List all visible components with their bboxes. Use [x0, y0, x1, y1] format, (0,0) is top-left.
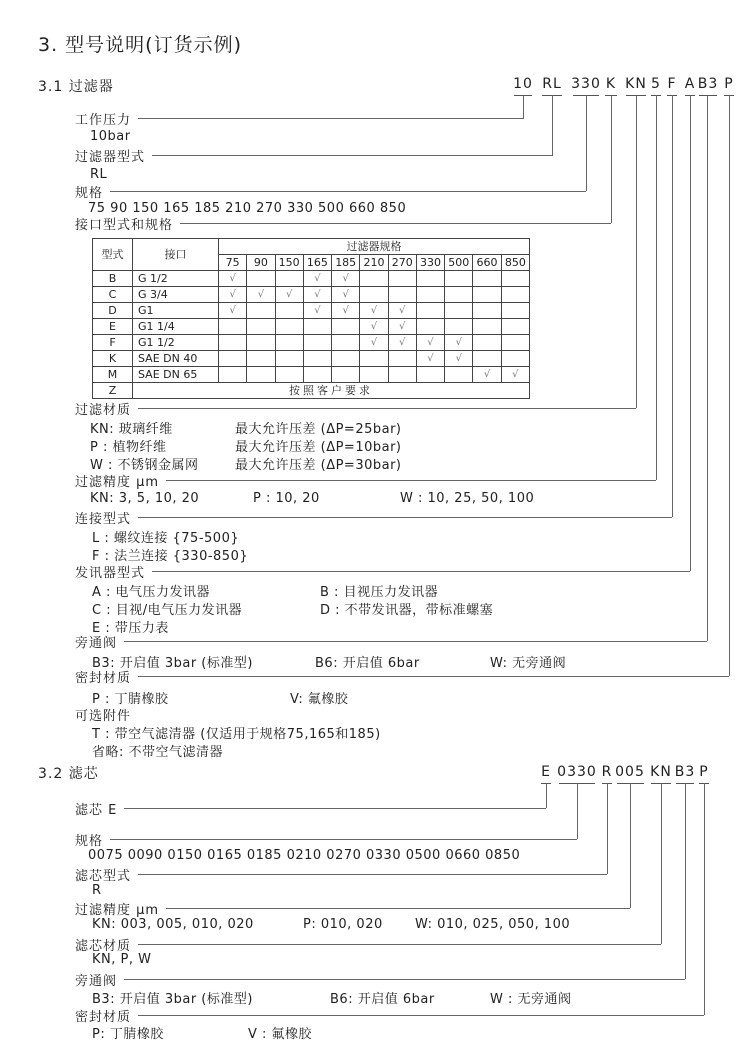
code-connector-vline [552, 95, 553, 155]
media-option-kn: KN: 玻璃纤维 [90, 422, 173, 437]
code-connector-vline [672, 95, 673, 517]
check-cell [360, 367, 388, 383]
connector-row [75, 183, 586, 200]
check-cell [501, 271, 529, 287]
check-cell [388, 271, 416, 287]
model-code-segment: A [684, 76, 696, 92]
check-cell [416, 287, 444, 303]
check-cell [473, 287, 501, 303]
connector-row [75, 866, 607, 883]
bypass-option-b3: B3: 开启值 3bar (标准型) [92, 656, 253, 671]
element-size-options: 0075 0090 0150 0165 0185 0210 0270 0330 0500 0660 0850 [88, 848, 521, 863]
table-header-row [93, 239, 530, 255]
check-cell [275, 367, 303, 383]
connector-label: 滤芯材质 [75, 939, 132, 954]
connector-label: 工作压力 [75, 113, 132, 128]
table-row [93, 287, 530, 303]
leader-line [124, 808, 546, 809]
model-code-segment: KN [650, 764, 672, 780]
check-cell [332, 319, 360, 335]
leader-line [138, 874, 607, 875]
check-cell [445, 303, 473, 319]
element-bypass-b3: B3: 开启值 3bar (标准型) [92, 992, 253, 1007]
connector-label: 旁通阀 [75, 974, 118, 989]
model-code-segment: R [601, 764, 613, 780]
spec-col-header: 185 [332, 255, 360, 271]
spec-col-header: 270 [388, 255, 416, 271]
code-connector-vline [685, 783, 686, 979]
rating-option-w: W : 10, 25, 50, 100 [400, 491, 535, 506]
connector-row [75, 563, 690, 580]
check-cell [416, 303, 444, 319]
port-cell: G1 1/4 [133, 319, 219, 335]
spec-col-header: 165 [303, 255, 331, 271]
media-option-w-dp: 最大允许压差 (ΔP=30bar) [235, 458, 402, 473]
check-cell: √ [332, 303, 360, 319]
accessory-option-t: T : 带空气滤清器 (仅适用于规格75,165和185) [92, 727, 381, 742]
model-code-segment: B3 [674, 764, 696, 780]
check-cell: √ [416, 335, 444, 351]
leader-line [124, 641, 707, 642]
connector-label: 规格 [75, 834, 104, 849]
check-cell [445, 319, 473, 335]
connector-label: 旁通阀 [75, 636, 118, 651]
check-cell [275, 271, 303, 287]
port-cell: G1 1/2 [133, 335, 219, 351]
element-seal-v: V : 氟橡胶 [248, 1027, 313, 1042]
connector-label: 可选附件 [75, 709, 132, 724]
check-cell [303, 367, 331, 383]
check-cell: √ [303, 271, 331, 287]
type-cell: C [93, 287, 133, 303]
check-cell [445, 271, 473, 287]
check-cell [388, 287, 416, 303]
code-connector-vline [577, 783, 578, 839]
media-option-p-dp: 最大允许压差 (ΔP=10bar) [235, 440, 402, 455]
check-cell [219, 319, 247, 335]
leader-line [138, 408, 636, 409]
model-code-segment: B3 [697, 76, 719, 92]
port-table-body [93, 271, 530, 399]
spec-col-header: 330 [416, 255, 444, 271]
col-header-specs: 过滤器规格 [219, 239, 530, 255]
indicator-option-b: B : 目视压力发讯器 [320, 585, 439, 600]
connector-row [75, 400, 636, 417]
connector-label: 密封材质 [75, 1010, 132, 1025]
connector-label: 过滤材质 [75, 403, 132, 418]
media-option-p: P : 植物纤维 [90, 440, 167, 455]
connector-row [75, 215, 611, 232]
type-cell: E [93, 319, 133, 335]
type-cell: D [93, 303, 133, 319]
check-cell [416, 367, 444, 383]
check-cell [303, 335, 331, 351]
connector-row [75, 971, 685, 988]
connector-row [75, 147, 553, 164]
element-bypass-b6: B6: 开启值 6bar [330, 992, 435, 1007]
size-options: 75 90 150 165 185 210 270 330 500 660 850 [88, 201, 407, 216]
spec-col-header: 850 [501, 255, 529, 271]
code-connector-vline [729, 95, 730, 676]
check-cell: √ [473, 367, 501, 383]
connector-label: 发讯器型式 [75, 566, 146, 581]
leader-line [152, 571, 690, 572]
port-cell: G 1/2 [133, 271, 219, 287]
check-cell [219, 367, 247, 383]
check-cell: √ [332, 271, 360, 287]
element-rating-kn: KN: 003, 005, 010, 020 [92, 917, 254, 932]
check-cell [247, 319, 275, 335]
code-connector-vline [630, 783, 631, 908]
check-cell: √ [445, 351, 473, 367]
connector-row [75, 706, 131, 723]
check-cell: √ [303, 287, 331, 303]
indicator-option-d: D : 不带发讯器，带标准螺塞 [320, 603, 494, 618]
indicator-option-e: E : 带压力表 [92, 621, 169, 636]
connector-label: 密封材质 [75, 671, 132, 686]
leader-line [138, 676, 729, 677]
leader-line [152, 155, 553, 156]
check-cell: √ [303, 303, 331, 319]
type-cell: Z [93, 383, 133, 399]
model-code-segment: P [724, 76, 734, 92]
bypass-option-w: W: 无旁通阀 [490, 656, 567, 671]
check-cell [445, 287, 473, 303]
connector-label: 滤芯 E [75, 803, 118, 818]
connection-option-f: F : 法兰连接 {330-850} [92, 549, 249, 564]
check-cell [360, 351, 388, 367]
connector-row [75, 110, 524, 127]
check-cell [332, 335, 360, 351]
element-rating-w: W: 010, 025, 050, 100 [415, 917, 571, 932]
leader-line [138, 1015, 704, 1016]
code-connector-vline [707, 95, 708, 641]
check-cell: √ [360, 335, 388, 351]
leader-line [180, 223, 611, 224]
connector-label: 规格 [75, 186, 104, 201]
code-connector-vline [611, 95, 612, 223]
check-cell: √ [388, 335, 416, 351]
connector-label: 过滤精度 μm [75, 903, 160, 918]
seal-option-p: P : 丁腈橡胶 [92, 692, 169, 707]
section-1-heading: 3.1 过滤器 [38, 79, 114, 95]
rating-option-kn: KN: 3, 5, 10, 20 [90, 491, 200, 506]
leader-line [110, 191, 586, 192]
model-code-segment: E [541, 764, 551, 780]
port-cell: G 3/4 [133, 287, 219, 303]
code-connector-vline [656, 95, 657, 480]
check-cell [247, 367, 275, 383]
check-cell: √ [388, 303, 416, 319]
section-2-heading: 3.2 滤芯 [38, 766, 99, 782]
connector-row [75, 472, 656, 489]
port-spec-table [92, 238, 530, 399]
check-cell [501, 335, 529, 351]
check-cell [473, 335, 501, 351]
spec-col-header: 75 [219, 255, 247, 271]
table-row [93, 271, 530, 287]
code-connector-vline [636, 95, 637, 408]
check-cell [275, 335, 303, 351]
connector-row [75, 831, 577, 848]
check-cell [247, 335, 275, 351]
connector-row [75, 900, 630, 917]
check-cell [388, 367, 416, 383]
rating-option-p: P : 10, 20 [253, 491, 320, 506]
table-row [93, 351, 530, 367]
spec-col-header: 500 [445, 255, 473, 271]
check-cell [360, 287, 388, 303]
check-cell [275, 351, 303, 367]
model-code-segment: 330 [571, 76, 601, 92]
leader-line [166, 908, 630, 909]
port-cell: SAE DN 65 [133, 367, 219, 383]
bypass-option-b6: B6: 开启值 6bar [315, 656, 420, 671]
check-cell [303, 319, 331, 335]
connector-label: 接口型式和规格 [75, 218, 174, 233]
model-code-segment: 5 [651, 76, 661, 92]
connector-label: 滤芯型式 [75, 869, 132, 884]
check-cell [501, 319, 529, 335]
check-cell: √ [416, 351, 444, 367]
check-cell [501, 287, 529, 303]
table-row [93, 303, 530, 319]
check-cell [501, 351, 529, 367]
custom-requirement-cell: 按照客户要求 [133, 383, 530, 399]
col-header-port: 接口 [133, 239, 219, 271]
model-code-segment: P [699, 764, 709, 780]
check-cell [303, 351, 331, 367]
check-cell: √ [388, 319, 416, 335]
check-cell [219, 351, 247, 367]
spec-col-header: 90 [247, 255, 275, 271]
check-cell: √ [219, 287, 247, 303]
check-cell [473, 303, 501, 319]
connector-label: 连接型式 [75, 512, 132, 527]
check-cell [360, 271, 388, 287]
indicator-option-a: A : 电气压力发讯器 [92, 585, 211, 600]
leader-line [166, 480, 656, 481]
spec-col-header: 210 [360, 255, 388, 271]
leader-line [138, 118, 524, 119]
check-cell [332, 351, 360, 367]
model-code-segment: KN [625, 76, 647, 92]
connector-label: 过滤器型式 [75, 150, 146, 165]
check-cell [416, 271, 444, 287]
check-cell [247, 271, 275, 287]
check-cell [473, 351, 501, 367]
type-cell: F [93, 335, 133, 351]
type-cell: K [93, 351, 133, 367]
code-tick [699, 95, 717, 96]
leader-line [110, 839, 577, 840]
table-row-custom [93, 383, 530, 399]
check-cell: √ [275, 287, 303, 303]
leader-line [138, 944, 661, 945]
check-cell [275, 303, 303, 319]
model-code-segment: F [667, 76, 677, 92]
connector-row [75, 1007, 704, 1024]
element-material-options: KN, P, W [92, 952, 152, 967]
accessory-option-omit: 省略: 不带空气滤清器 [92, 745, 224, 760]
code-connector-vline [607, 783, 608, 874]
code-connector-vline [661, 783, 662, 944]
check-cell [275, 319, 303, 335]
check-cell: √ [247, 287, 275, 303]
check-cell [388, 351, 416, 367]
media-option-kn-dp: 最大允许压差 (ΔP=25bar) [235, 422, 402, 437]
check-cell: √ [219, 271, 247, 287]
leader-line [138, 517, 672, 518]
element-seal-p: P: 丁腈橡胶 [92, 1027, 164, 1042]
connection-option-l: L : 螺纹连接 {75-500} [92, 531, 240, 546]
seal-option-v: V: 氟橡胶 [290, 692, 349, 707]
type-cell: M [93, 367, 133, 383]
port-cell: G1 [133, 303, 219, 319]
check-cell [501, 303, 529, 319]
code-connector-vline [704, 783, 705, 1015]
connector-row [75, 633, 707, 650]
spec-col-header: 660 [473, 255, 501, 271]
element-bypass-w: W : 无旁通阀 [490, 992, 572, 1007]
code-connector-vline [586, 95, 587, 191]
check-cell [247, 303, 275, 319]
check-cell [247, 351, 275, 367]
connector-row [75, 800, 546, 817]
check-cell [219, 335, 247, 351]
element-rating-p: P: 010, 020 [303, 917, 383, 932]
port-cell: SAE DN 40 [133, 351, 219, 367]
model-code-segment: 0330 [557, 764, 597, 780]
table-row [93, 319, 530, 335]
check-cell [445, 367, 473, 383]
element-type-value: R [92, 883, 102, 898]
check-cell: √ [219, 303, 247, 319]
code-connector-vline [546, 783, 547, 808]
type-cell: B [93, 271, 133, 287]
col-header-type: 型式 [93, 239, 133, 271]
connector-row [75, 509, 672, 526]
page-title: 3. 型号说明(订货示例) [38, 34, 242, 56]
check-cell [332, 367, 360, 383]
connector-row [75, 936, 661, 953]
working-pressure-value: 10bar [90, 129, 131, 144]
filter-type-value: RL [90, 167, 108, 182]
leader-line [124, 979, 685, 980]
check-cell: √ [360, 303, 388, 319]
check-cell [473, 319, 501, 335]
code-connector-vline [690, 95, 691, 571]
check-cell [473, 271, 501, 287]
model-code-segment: RL [542, 76, 562, 92]
indicator-option-c: C : 目视/电气压力发讯器 [92, 603, 243, 618]
spec-col-header: 150 [275, 255, 303, 271]
connector-label: 过滤精度 μm [75, 475, 160, 490]
model-code-segment: 10 [513, 76, 533, 92]
check-cell: √ [360, 319, 388, 335]
media-option-w: W : 不锈钢金属网 [90, 458, 199, 473]
check-cell: √ [332, 287, 360, 303]
table-row [93, 367, 530, 383]
check-cell: √ [501, 367, 529, 383]
check-cell [416, 319, 444, 335]
check-cell: √ [445, 335, 473, 351]
model-code-segment: K [605, 76, 617, 92]
model-code-segment: 005 [615, 764, 645, 780]
table-row [93, 335, 530, 351]
